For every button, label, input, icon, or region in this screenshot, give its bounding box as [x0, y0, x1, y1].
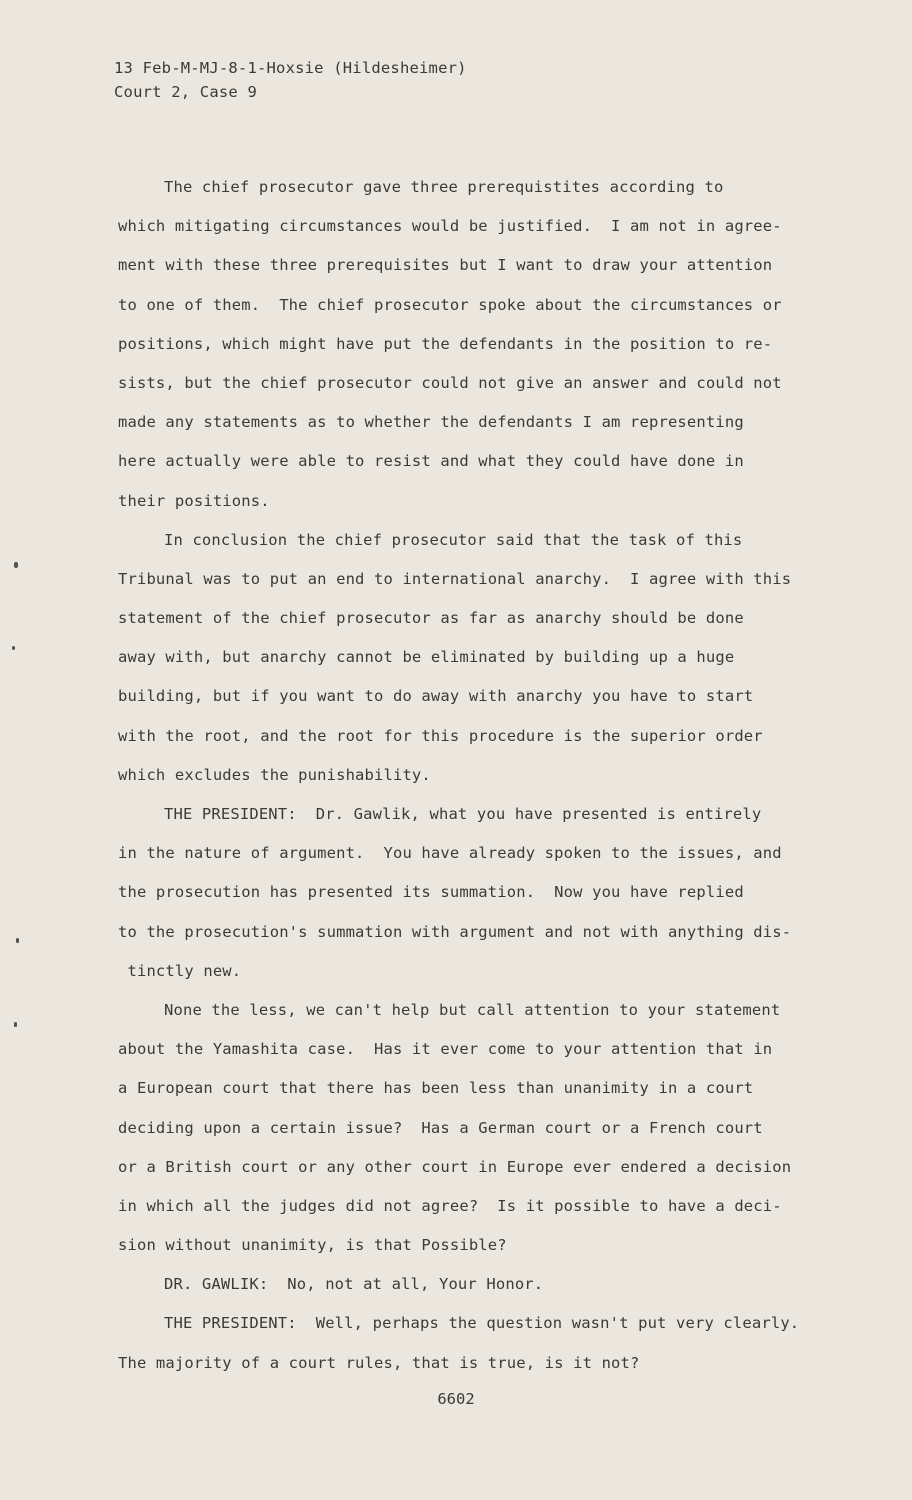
punch-mark — [12, 646, 15, 650]
text-line: made any statements as to whether the defendants I am representing — [118, 413, 744, 432]
page-number: 6602 — [437, 1390, 475, 1408]
text-line: The majority of a court rules, that is true, is it not? — [118, 1353, 640, 1372]
text-line: building, but if you want to do away with anarchy you have to start — [118, 687, 754, 706]
text-line: away with, but anarchy cannot be eliminated by building up a huge — [118, 648, 735, 667]
text-line: a European court that there has been less than unanimity in a court — [118, 1079, 754, 1098]
text-line: here actually were able to resist and what they could have done in — [118, 452, 744, 471]
text-line: in which all the judges did not agree? Is it possible to have a deci- — [118, 1196, 782, 1215]
text-line: ment with these three prerequisites but I want to draw your attention — [118, 256, 773, 275]
text-line: DR. GAWLIK: No, not at all, Your Honor. — [164, 1275, 544, 1294]
header-transcript-id: 13 Feb-M-MJ-8-1-Hoxsie (Hildesheimer) — [114, 59, 467, 77]
text-line: Tribunal was to put an end to international anarchy. I agree with this — [118, 569, 792, 588]
text-line: statement of the chief prosecutor as far as anarchy should be done — [118, 609, 744, 628]
text-line: which excludes the punishability. — [118, 765, 431, 784]
text-line: sists, but the chief prosecutor could not give an answer and could not — [118, 373, 782, 392]
text-line: None the less, we can't help but call attention to your statement — [164, 1000, 781, 1019]
text-line: THE PRESIDENT: Dr. Gawlik, what you have presented is entirely — [164, 805, 762, 823]
text-line: to the prosecution's summation with argument and not with anything dis- — [118, 922, 792, 941]
text-line: positions, which might have put the defendants in the position to re- — [118, 334, 773, 353]
text-line: which mitigating circumstances would be justified. I am not in agree- — [118, 217, 782, 236]
text-line: the prosecution has presented its summation. Now you have replied — [118, 883, 744, 902]
text-line: in the nature of argument. You have already spoken to the issues, and — [118, 844, 782, 863]
text-line: THE PRESIDENT: Well, perhaps the question wasn't put very clearly. — [164, 1314, 800, 1333]
punch-mark — [14, 562, 18, 568]
text-line: sion without unanimity, is that Possible? — [118, 1236, 507, 1255]
text-line: about the Yamashita case. Has it ever come to your attention that in — [118, 1040, 773, 1059]
punch-mark — [14, 1022, 17, 1027]
transcript-body — [118, 168, 808, 1383]
text-line: with the root, and the root for this procedure is the superior order — [118, 726, 763, 745]
text-line: their positions. — [118, 491, 270, 510]
header-court-case: Court 2, Case 9 — [114, 83, 257, 101]
text-line: deciding upon a certain issue? Has a German court or a French court — [118, 1118, 763, 1137]
page-header — [114, 56, 467, 104]
text-line: or a British court or any other court in Europe ever endered a decision — [118, 1157, 792, 1176]
text-line: The chief prosecutor gave three prerequistites according to — [164, 178, 724, 196]
text-line: to one of them. The chief prosecutor spoke about the circumstances or — [118, 295, 782, 314]
text-line: In conclusion the chief prosecutor said that the task of this — [164, 530, 743, 549]
text-line: tinctly new. — [118, 961, 242, 980]
punch-mark — [16, 938, 19, 943]
